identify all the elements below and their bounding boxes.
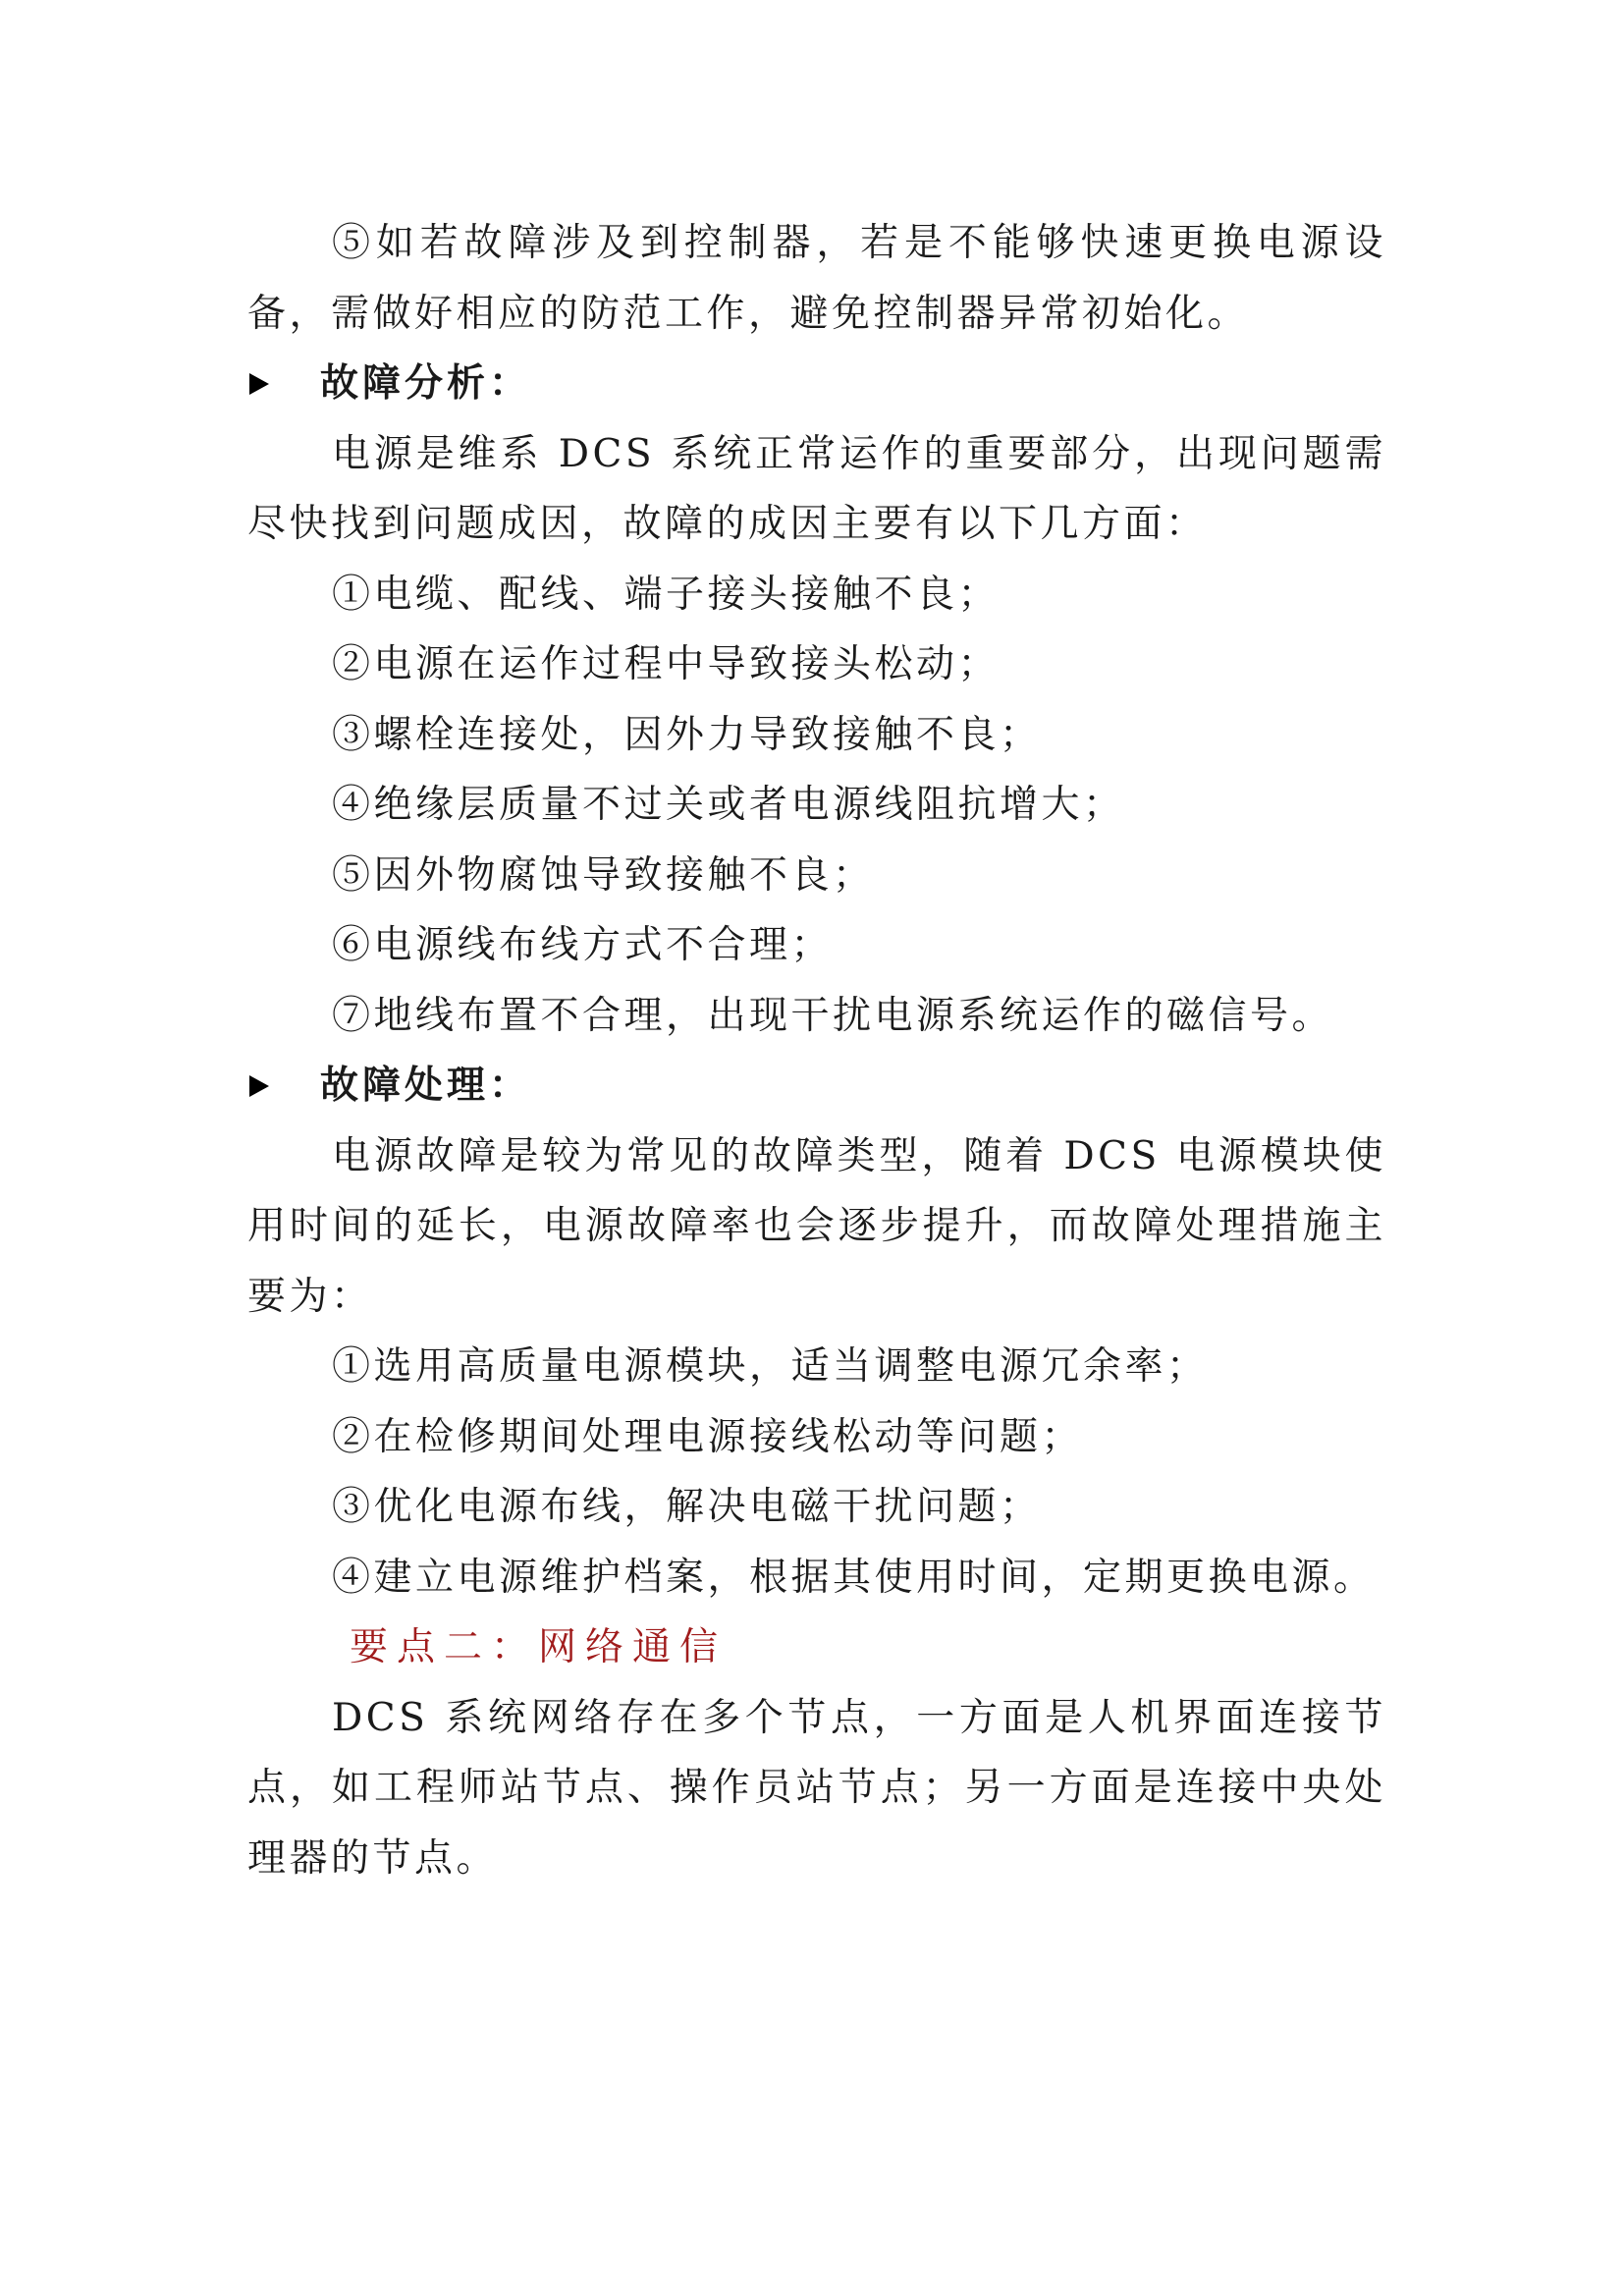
paragraph-fault-handling-intro: 电源故障是较为常见的故障类型，随着 DCS 电源模块使用时间的延长，电源故障率也会逐步提升，而故障处理措施主要为：	[247, 1133, 1386, 1319]
list-item-analysis-7: ⑦地线布置不合理，出现干扰电源系统运作的磁信号。	[332, 993, 1334, 1038]
list-item-analysis-4: ④绝缘层质量不过关或者电源线阻抗增大；	[332, 783, 1125, 827]
list-item-analysis-5: ⑤因外物腐蚀导致接触不良；	[332, 852, 875, 898]
list-item-handling-2: ②在检修期间处理电源接线松动等问题；	[332, 1414, 1084, 1459]
list-item-analysis-6: ⑥电源线布线方式不合理；	[332, 923, 834, 967]
triangle-bullet-icon	[249, 1075, 269, 1097]
heading-fault-handling-label: 故障处理：	[320, 1064, 532, 1108]
document-page	[247, 208, 1386, 1893]
section-title-network: 要点二：网络通信	[350, 1625, 728, 1669]
heading-fault-analysis	[247, 349, 1386, 419]
list-item-handling-1: ①选用高质量电源模块，适当调整电源冗余率；	[332, 1344, 1209, 1389]
heading-fault-handling	[247, 1051, 1386, 1121]
paragraph-fault-analysis-intro: 电源是维系 DCS 系统正常运作的重要部分，出现问题需尽快找到问题成因，故障的成因主要有以下几方面：	[247, 431, 1386, 546]
heading-fault-analysis-label: 故障分析：	[320, 361, 532, 406]
list-item-analysis-2: ②电源在运作过程中导致接头松动；	[332, 642, 1001, 686]
list-item-handling-4: ④建立电源维护档案，根据其使用时间，定期更换电源。	[332, 1555, 1376, 1600]
list-item-analysis-1: ①电缆、配线、端子接头接触不良；	[332, 572, 1001, 617]
triangle-bullet-icon	[249, 373, 269, 395]
paragraph-controller-fault: ⑤如若故障涉及到控制器，若是不能够快速更换电源设备，需做好相应的防范工作，避免控制器异常初始化。	[247, 221, 1386, 336]
paragraph-network-nodes: DCS 系统网络存在多个节点，一方面是人机界面连接节点，如工程师站节点、操作员站节点；另一方面是连接中央处理器的节点。	[247, 1695, 1386, 1881]
list-item-analysis-3: ③螺栓连接处，因外力导致接触不良；	[332, 712, 1042, 757]
list-item-handling-3: ③优化电源布线，解决电磁干扰问题；	[332, 1485, 1042, 1529]
